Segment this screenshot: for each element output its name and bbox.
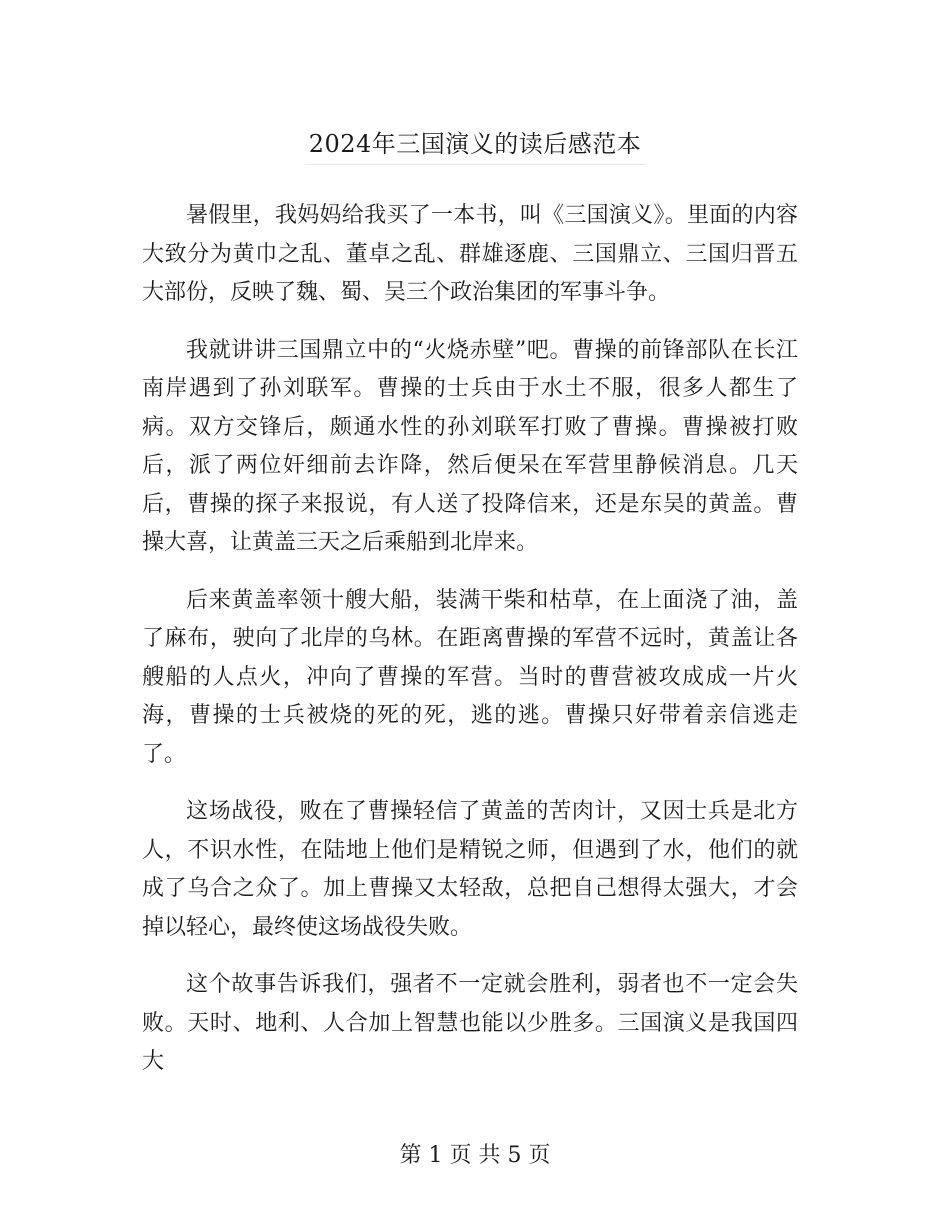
paragraph-1: 暑假里，我妈妈给我买了一本书，叫《三国演义》。里面的内容大致分为黄巾之乱、董卓之乱、群雄逐鹿、三国鼎立、三国归晋五大部份，反映了魏、蜀、吴三个政治集团的军事斗争。 (142, 203, 798, 305)
paragraph-5: 这个故事告诉我们，强者不一定就会胜利，弱者也不一定会失败。天时、地利、人合加上智慧也能以少胜多。三国演义是我国四大 (142, 972, 798, 1074)
paragraph-4: 这场战役，败在了曹操轻信了黄盖的苦肉计，又因士兵是北方人，不识水性，在陆地上他们是精锐之师，但遇到了水，他们的就成了乌合之众了。加上曹操又太轻敌，总把自己想得太强大，才会掉以轻心，最终使这场战役失败。 (142, 799, 798, 940)
paragraph-3: 后来黄盖率领十艘大船，装满干柴和枯草，在上面浇了油，盖了麻布，驶向了北岸的乌林。在距离曹操的军营不远时，黄盖让各艘船的人点火，冲向了曹操的军营。当时的曹营被攻成成一片火海，曹操的士兵被烧的死的死，逃的逃。曹操只好带着亲信逃走了。 (142, 587, 798, 767)
paragraph-2: 我就讲讲三国鼎立中的“火烧赤壁”吧。曹操的前锋部队在长江南岸遇到了孙刘联军。曹操的士兵由于水土不服，很多人都生了病。双方交锋后，颇通水性的孙刘联军打败了曹操。曹操被打败后，派了两位奸细前去诈降，然后便呆在军营里静候消息。几天后，曹操的探子来报说，有人送了投降信来，还是东吴的黄盖。曹操大喜，让黄盖三天之后乘船到北岸来。 (142, 337, 798, 555)
document-title: 2024年三国演义的读后感范本 (305, 126, 646, 165)
document-body (142, 197, 798, 1101)
page-footer: 第 1 页 共 5 页 (399, 1143, 551, 1168)
title-container (0, 126, 950, 165)
